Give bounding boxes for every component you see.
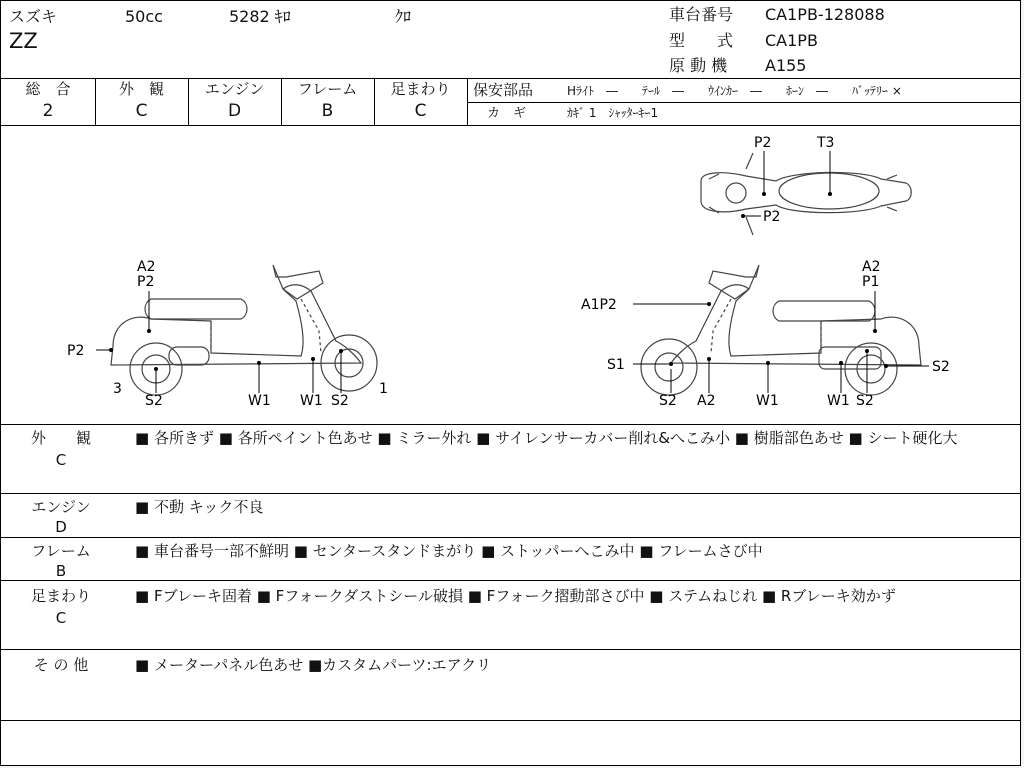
leader-lines — [96, 151, 929, 393]
label-left-s2-b: S2 — [331, 393, 349, 409]
divider — [467, 102, 1021, 103]
label-top-p2-lower: P2 — [763, 209, 781, 225]
grade-exterior-value: C — [135, 101, 148, 121]
detail-suspension-text: ■ Fブレーキ固着 ■ Fフォークダストシール破損 ■ Fフォーク摺動部さび中 ■ ステムねじれ ■ Rブレーキ効かず — [135, 587, 896, 605]
label-left-3: 3 — [113, 381, 122, 397]
detail-frame-label: フレーム — [31, 542, 91, 560]
grade-engine-value: D — [227, 101, 242, 121]
displacement: 50cc — [125, 7, 163, 26]
safety-label: 保安部品 — [473, 81, 534, 99]
detail-exterior-grade: C — [55, 451, 67, 469]
label-right-p1: P1 — [862, 274, 880, 290]
label-top-t3: T3 — [817, 135, 835, 151]
label-right-s2-b: S2 — [856, 393, 874, 409]
type-label: 型 式 — [669, 31, 734, 50]
detail-other-text: ■ メーターパネル色あせ ■カスタムパーツ:エアクリ — [135, 656, 492, 674]
grade-frame-value: B — [321, 101, 334, 121]
maker: スズキ — [9, 7, 58, 26]
divider — [1, 580, 1021, 581]
detail-exterior-label: 外 観 — [30, 429, 91, 447]
detail-exterior-text: ■ 各所きず ■ 各所ペイント色あせ ■ ミラー外れ ■ サイレンサーカバー削れ&へこみ小 ■ 樹脂部色あせ ■ シート硬化大 — [135, 429, 958, 447]
detail-engine-text: ■ 不動 キック不良 — [135, 498, 264, 516]
color: ｸﾛ — [395, 7, 412, 26]
label-right-s2: S2 — [659, 393, 677, 409]
grade-engine-label: エンジン — [204, 80, 265, 98]
label-right-a2: A2 — [862, 259, 881, 275]
label-right-s2-side: S2 — [932, 359, 950, 375]
label-left-w1-b: W1 — [300, 393, 323, 409]
label-right-a1p2: A1P2 — [581, 297, 617, 313]
scooter-top-view — [701, 153, 911, 235]
engine-value: A155 — [765, 56, 807, 75]
safety-items: Hﾗｲﾄ ― ﾃｰﾙ ― ｳｲﾝｶｰ ― ﾎｰﾝ ― ﾊﾞｯﾃﾘｰ × — [567, 84, 902, 98]
label-top-p2: P2 — [754, 135, 772, 151]
frame-no: CA1PB-128088 — [765, 5, 885, 24]
label-left-a2: A2 — [137, 259, 156, 275]
divider — [1, 493, 1021, 494]
divider — [1, 78, 1021, 79]
label-right-a2-b: A2 — [697, 393, 716, 409]
label-left-p2-side: P2 — [67, 343, 85, 359]
detail-suspension-label: 足まわり — [30, 587, 91, 605]
divider — [467, 78, 468, 125]
key-value: ｶｷﾞ 1 ｼｬｯﾀｰｷｰ1 — [567, 106, 659, 120]
detail-frame-text: ■ 車台番号一部不鮮明 ■ センタースタンドまがり ■ ストッパーへこみ中 ■ フレームさび中 — [135, 542, 763, 560]
grade-suspension-value: C — [414, 101, 427, 121]
key-label: カ ギ — [487, 106, 527, 121]
detail-frame-grade: B — [55, 562, 67, 580]
mileage: 5282 ｷﾛ — [229, 7, 291, 26]
label-left-p2-top: P2 — [137, 274, 155, 290]
model-name: ZZ — [9, 29, 38, 53]
divider — [1, 649, 1021, 650]
grade-exterior-label: 外 観 — [118, 80, 164, 98]
detail-other-label: そ の 他 — [33, 656, 89, 674]
divider — [1, 720, 1021, 721]
damage-diagram — [1, 126, 1021, 424]
label-left-1: 1 — [379, 381, 388, 397]
detail-engine-label: エンジン — [31, 498, 91, 516]
grade-overall-label: 総 合 — [25, 80, 71, 98]
label-left-s2: S2 — [145, 393, 163, 409]
label-left-w1: W1 — [248, 393, 271, 409]
type-value: CA1PB — [765, 31, 818, 50]
engine-label: 原 動 機 — [669, 56, 728, 75]
grade-overall-value: 2 — [42, 101, 54, 121]
divider — [1, 537, 1021, 538]
label-right-w1-b: W1 — [827, 393, 850, 409]
label-right-s1: S1 — [607, 357, 625, 373]
detail-suspension-grade: C — [55, 609, 67, 627]
grade-suspension-label: 足まわり — [390, 80, 451, 98]
label-right-w1: W1 — [756, 393, 779, 409]
frame-no-label: 車台番号 — [669, 5, 734, 24]
grade-frame-label: フレーム — [297, 80, 358, 98]
divider — [1, 424, 1021, 425]
detail-engine-grade: D — [55, 518, 67, 536]
